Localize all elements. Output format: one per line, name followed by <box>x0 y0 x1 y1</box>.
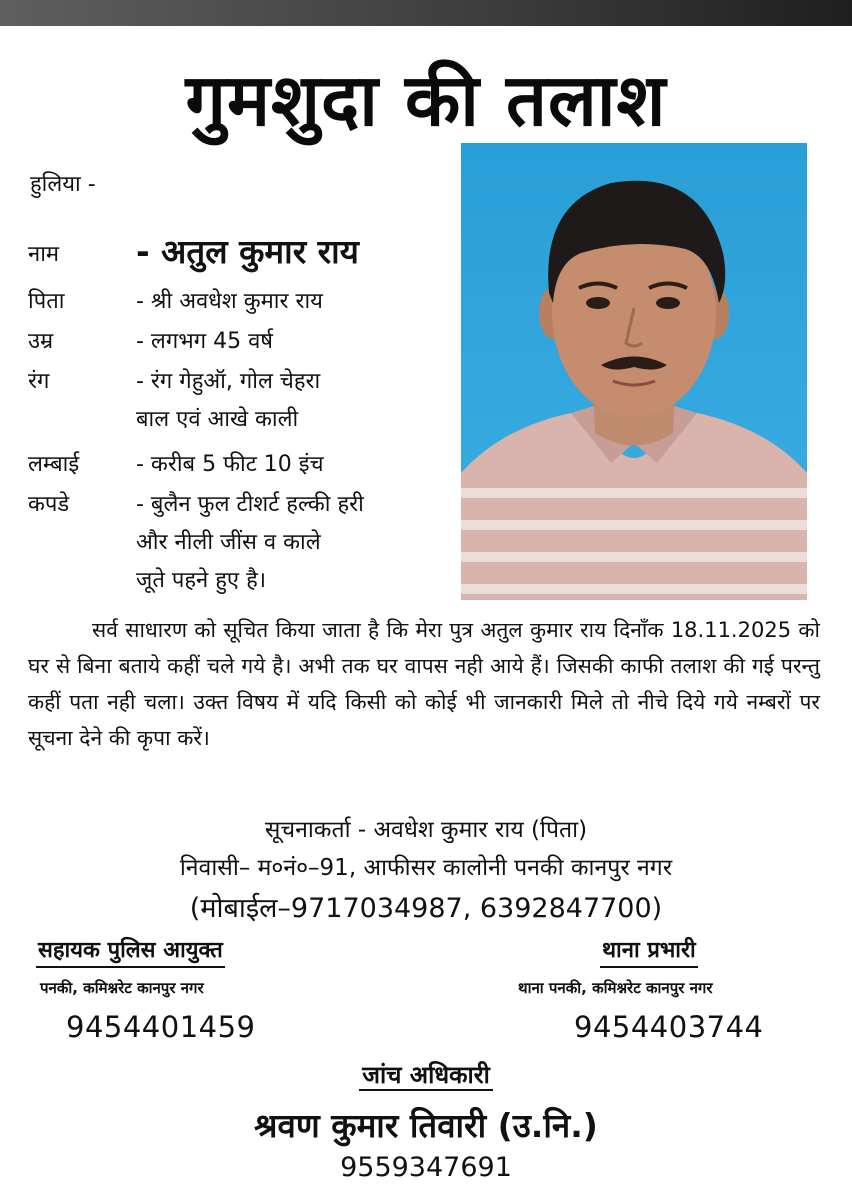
investigator-title: जांच अधिकारी <box>359 1061 493 1091</box>
informant-line: सूचनाकर्ता - अवधेश कुमार राय (पिता) <box>264 817 588 843</box>
investigator-phone: 9559347691 <box>340 1152 512 1183</box>
left-officer-title: सहायक पुलिस आयुक्त <box>36 936 225 968</box>
value-name: - अतुल कुमार राय <box>136 232 359 271</box>
poster-title: गुमशुदा की तलाश <box>185 58 667 142</box>
label-height: लम्बाई <box>28 452 80 477</box>
missing-person-photo <box>461 143 807 600</box>
value-clothes: - बुलैन फुल टीशर्ट हल्की हरी और नीली जींस व काले जूते पहने हुए है। <box>136 492 364 593</box>
notice-text: सर्व साधारण को सूचित किया जाता है कि मेरा पुत्र अतुल कुमार राय दिनाँक 18.11.2025 को घर से बिना बताये कहीं चले गये है। अभी तक घर वापस नही आये हैं। जिसकी काफी तलाश की गई परन्तु कहीं पता नही चला। उक्त विषय में यदि किसी को कोई भी जानकारी मिले तो नीचे दिये गये नम्बरों पर सूचना देने की कृपा करें। <box>28 618 820 750</box>
label-father: पिता <box>28 289 65 314</box>
label-complexion: रंग <box>28 369 50 394</box>
label-age: उम्र <box>28 329 54 354</box>
investigator-title-wrap <box>0 1058 852 1092</box>
value-height: - करीब 5 फीट 10 इंच <box>136 452 324 477</box>
right-officer-phone: 9454403744 <box>574 1010 764 1044</box>
value-age: - लगभग 45 वर्ष <box>136 329 274 354</box>
value-father: - श्री अवधेश कुमार राय <box>136 289 323 314</box>
address-line: निवासी– म०नं०–91, आफीसर कालोनी पनकी कानपुर नगर <box>179 855 673 881</box>
label-clothes: कपडे <box>28 492 70 517</box>
notice-paragraph <box>28 612 820 756</box>
phone-status-bar <box>0 0 852 26</box>
left-officer-sub: पनकी, कमिश्नरेट कानपुर नगर <box>40 979 204 997</box>
description-heading: हुलिया - <box>30 172 96 197</box>
left-officer-phone: 9454401459 <box>66 1010 256 1044</box>
mobile-line: (मोबाईल–9717034987, 6392847700) <box>189 893 663 924</box>
investigator-name: श्रवण कुमार तिवारी (उ.नि.) <box>254 1106 598 1145</box>
label-name: नाम <box>28 242 60 267</box>
value-complexion: - रंग गेहुऑ, गोल चेहरा बाल एवं आखे काली <box>136 369 321 432</box>
right-officer-sub: थाना पनकी, कमिश्नरेट कानपुर नगर <box>518 979 713 997</box>
right-officer-title: थाना प्रभारी <box>600 936 698 968</box>
